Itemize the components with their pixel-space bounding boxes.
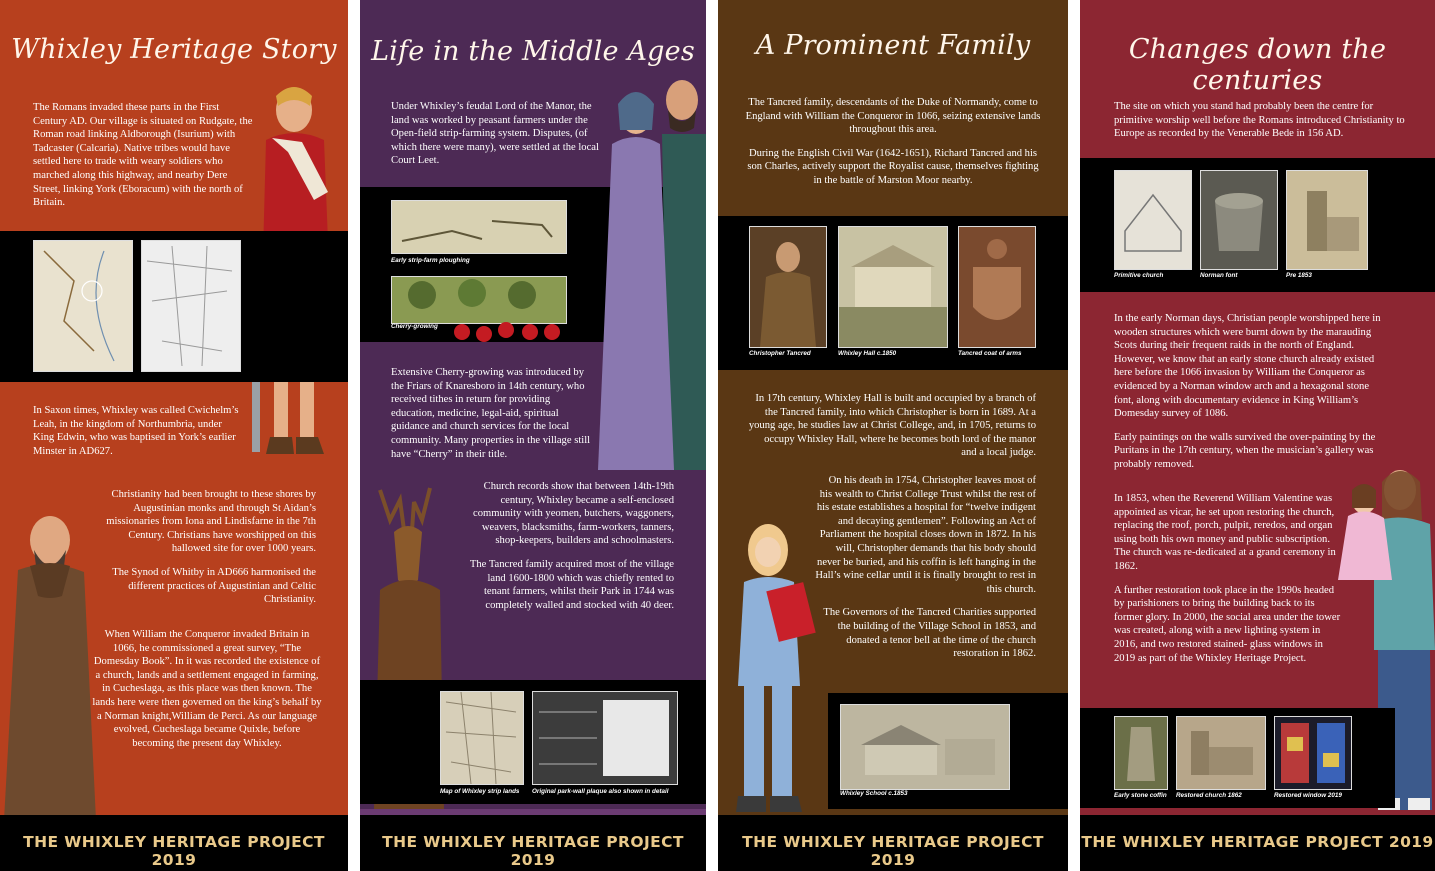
tancred-coat-of-arms-image [958, 226, 1036, 348]
image-caption: Cherry-growing [391, 323, 438, 330]
intro-text [744, 96, 1042, 198]
image-caption: Original park-wall plaque also shown in detail [532, 788, 669, 795]
footer-text: THE WHIXLEY HERITAGE PROJECT 2019 [23, 833, 325, 869]
image-caption: Restored window 2019 [1274, 792, 1342, 799]
image-caption: Primitive church [1114, 272, 1164, 279]
church-records-text [466, 480, 674, 622]
paragraph: The Tancred family acquired most of the village land 1600-1800 which was chiefly rented to tenant farmers, whilst their Park in 1744 was completely walled and stocked with 40 deer. [469, 558, 674, 611]
paragraph: Early paintings on the walls survived the over-painting by the Puritans in the 17th century, when the musician’s gallery was probably removed. [1114, 431, 1376, 470]
panel-title: A Prominent Family [755, 30, 1031, 61]
norman-days-text [1114, 312, 1388, 482]
panel-prominent-family [718, 0, 1068, 871]
cherries-illustration [452, 316, 572, 344]
image-caption: Early stone coffin [1114, 792, 1167, 799]
pre-1853-church-image [1286, 170, 1368, 270]
paragraph: In Saxon times, Whixley was called Cwichelm’s Leah, in the kingdom of Northumbria, under King Edwin, who was baptised in York’s earlier Minster in AD627. [33, 405, 239, 457]
paragraph: In the early Norman days, Christian people worshipped here in wooden structures which were burnt down by the marauding Scots during their frequent raids in the north of England. However, we know that an early stone church already existed here before the 1066 invasion by William the Conqueror as evidenced by a Norman window arch and a hexagonal stone font, along with documentary evidence in King William’s Domesday survey of 1086. [1114, 313, 1381, 420]
footer [360, 815, 706, 871]
park-wall-plaque-image [532, 691, 678, 785]
image-caption: Pre 1853 [1286, 272, 1312, 279]
early-stone-coffin-image [1114, 716, 1168, 790]
cherry-text [391, 366, 591, 471]
area-map-image [141, 240, 241, 372]
footer [0, 815, 348, 871]
strip-farm-ploughing-image [391, 200, 567, 254]
panel-middle-ages [360, 0, 706, 871]
image-caption: Restored church 1862 [1176, 792, 1242, 799]
paragraph: The Synod of Whitby in AD666 harmonised the different practices of Augustinian and Celtic Christianity. [112, 566, 316, 606]
christopher-will-text [814, 474, 1036, 671]
boy-with-book-illustration [722, 516, 818, 816]
norman-font-image [1200, 170, 1278, 270]
primitive-church-image [1114, 170, 1192, 270]
footer-text: THE WHIXLEY HERITAGE PROJECT 2019 [1081, 833, 1434, 851]
paragraph: When William the Conqueror invaded Britain in 1066, he commissioned a great survey, “The Domesday Book”. In it was recorded the existence of a church, lands and a settlement engaged in farming, in Cucheslaga, as this place was then known. The lands here were then governed on the king’s behalf by a Norman knight,William de Perci. As our language evolved, Cucheslaga became Quixle, before becoming the present day Whixley. [92, 629, 322, 749]
paragraph: The Romans invaded these parts in the First Century AD. Our village is situated on Rudgate, the Roman road linking Aldborough (Isurium) with Tadcaster (Calcaria). Native tribes would have settled here to trade with weary soldiers who marched along this highway, and nearby Dere Street, linking York (Eboracum) with the north of Britain. [33, 102, 253, 209]
image-caption: Whixley School c.1853 [840, 790, 908, 797]
whixley-hall-image [838, 226, 948, 348]
monk-illustration [0, 500, 100, 820]
panel-title: Whixley Heritage Story [11, 34, 337, 65]
paragraph: The site on which you stand had probably been the centre for primitive worship well before the Romans introduced Christianity to Europe as recorded by the Venerable Bede in 156 AD. [1114, 101, 1405, 140]
paragraph: The Tancred family, descendants of the Duke of Normandy, come to England with William the Conqueror in 1066, seizing extensive lands throughout this area. [745, 97, 1041, 136]
roman-map-image [33, 240, 133, 372]
panel-title: Changes down the centuries [1128, 34, 1387, 96]
image-caption: Norman font [1200, 272, 1238, 279]
paragraph: A further restoration took place in the 1990s headed by parishioners to bring the building back to its former glory. In 2000, the social area under the tower was created, along with a new lighting system in 2016, and two restored stained- glass windows in 2019 as part of the Whixley Heritage Project. [1114, 584, 1341, 664]
whixley-school-image [840, 704, 1010, 790]
restored-window-image [1274, 716, 1352, 790]
saxon-text [33, 404, 243, 468]
paragraph: In 1853, when the Reverend William Valentine was appointed as vicar, he set upon restoring the church, replacing the roof, porch, pulpit, reredos, and organ using both his own money and public subscription. The church was re-dedicated at a grand ceremony in 1862. [1114, 493, 1336, 572]
medieval-couple-illustration [598, 70, 706, 470]
image-caption: Tancred coat of arms [958, 350, 1022, 357]
christopher-tancred-portrait [749, 226, 827, 348]
image-caption: Whixley Hall c.1850 [838, 350, 897, 357]
panel-title: Life in the Middle Ages [371, 36, 695, 67]
paragraph: The Governors of the Tancred Charities supported the building of the Village School in 1853, and donated a tenor bell at the time of the church restoration in 1862. [823, 607, 1036, 660]
paragraph: During the English Civil War (1642-1651), Richard Tancred and his son Charles, actively support the Royalist cause, themselves fighting in the battle of Marston Moor nearby. [747, 147, 1039, 186]
paragraph: Extensive Cherry-growing was introduced by the Friars of Knaresboro in 14th century, who received tithes in return for providing education, medicine, legal-aid, spiritual guidance and church services for the local community. Many properties in the village still have “Cherry” in their title. [391, 367, 591, 460]
whixley-hall-text [748, 392, 1036, 470]
domesday-text [92, 628, 322, 760]
paragraph: Under Whixley’s feudal Lord of the Manor, the land was worked by peasant farmers under the Open-field strip-farming system. Disputes, (of which there were many), were settled at the local Court Leet. [391, 101, 599, 167]
image-caption: Early strip-farm ploughing [391, 257, 470, 264]
paragraph: On his death in 1754, Christopher leaves most of his wealth to Christ College Trust whilst the rest of his estate establishes a hospital for “twelve indigent and decaying gentlemen”. Following an Act of Parliament the hospital closes down in 1872. In his will, Christopher demands that his body should never be buried, and his coffin is left hanging in the Hall’s wine cellar until it is finally brought to rest in this church. [815, 475, 1036, 595]
intro-text [33, 101, 253, 220]
footer-text: THE WHIXLEY HERITAGE PROJECT 2019 [742, 833, 1044, 869]
paragraph: In 17th century, Whixley Hall is built and occupied by a branch of the Tancred family, into which Christopher is born in 1689. At a young age, he studies law at Christ College, and, in 1705, returns to occupy Whixley Hall, where he becomes both lord of the manor and a local judge. [748, 393, 1036, 459]
intro-text [1114, 100, 1406, 151]
paragraph: Christianity had been brought to these shores by Augustinian monks and through St Aidan’s missionaries from Iona and Lindisfarne in the 7th Century. Christians have worshipped on this hallowed site for over 1000 years. [106, 489, 316, 555]
image-caption: Christopher Tancred [749, 350, 811, 357]
restored-church-image [1176, 716, 1266, 790]
footer [1080, 815, 1435, 871]
image-caption: Map of Whixley strip lands [440, 788, 520, 795]
footer-text: THE WHIXLEY HERITAGE PROJECT 2019 [382, 833, 684, 869]
restoration-text [1114, 492, 1346, 675]
footer [718, 815, 1068, 871]
panel-heritage-story [0, 0, 348, 871]
strip-lands-map-image [440, 691, 524, 785]
intro-text [391, 100, 609, 178]
panel-changes-centuries [1080, 0, 1435, 871]
christianity-text [96, 488, 316, 617]
paragraph: Church records show that between 14th-19th century, Whixley became a self-enclosed community with yeomen, butchers, waggoners, weavers, blacksmiths, farm-workers, tanners, shop-keepers, builders and schoolmasters. [473, 481, 674, 547]
